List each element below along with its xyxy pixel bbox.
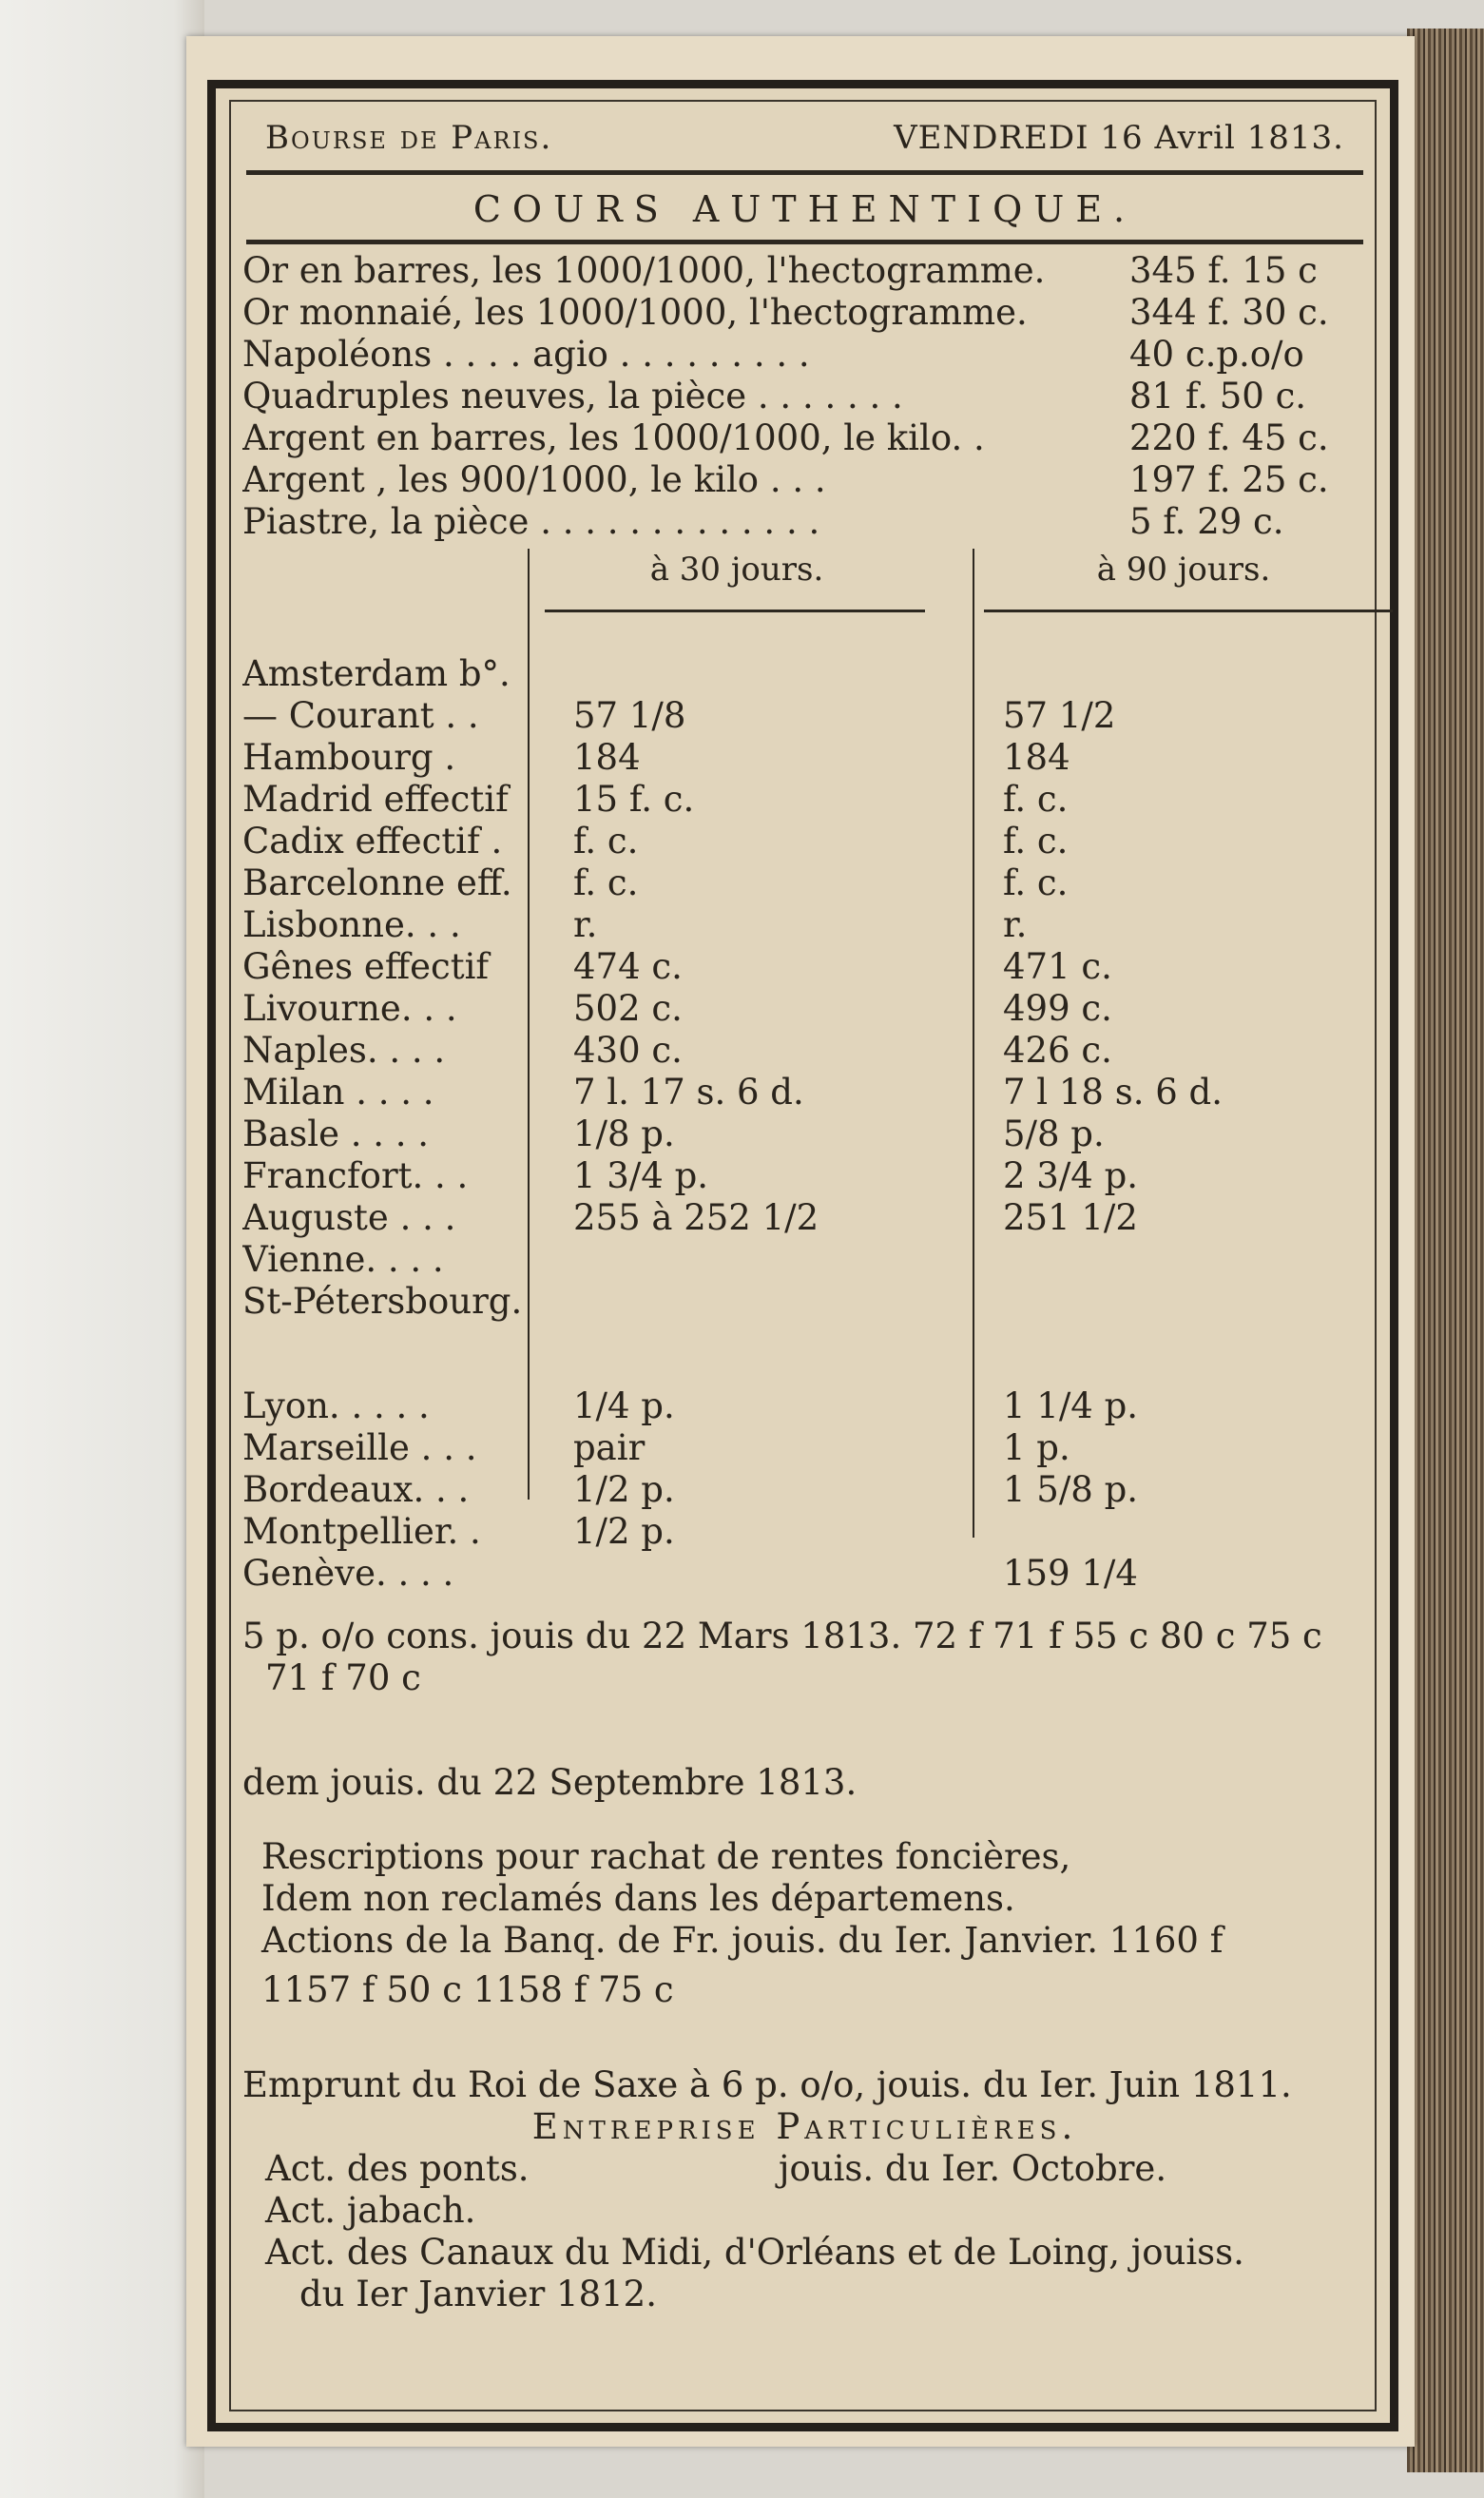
table-row: Francfort. . . 1 3/4 p. 2 3/4 p.	[242, 1155, 1139, 1196]
column-header-90-days: à 90 jours.	[1096, 551, 1271, 589]
exchange-table	[242, 549, 1367, 1612]
metals-section	[242, 250, 1367, 543]
section-heading: Entreprise Particulières.	[531, 2106, 1078, 2147]
metal-row: Quadruples neuves, la pièce . . . . . . . 81 f. 50 c.	[242, 376, 1307, 416]
page-sheet	[186, 36, 1415, 2447]
table-row: Gênes effectif 474 c. 471 c.	[242, 946, 1112, 987]
act-line: du Ier Janvier 1812.	[299, 2274, 657, 2314]
header-date: VENDREDI 16 Avril 1813.	[894, 119, 1344, 157]
metal-row: Or monnaié, les 1000/1000, l'hectogramme. 344 f. 30 c.	[242, 292, 1329, 333]
table-row: St-Pétersbourg.	[242, 1281, 523, 1322]
page-content	[242, 109, 1367, 2402]
table-row: Cadix effectif . f. c. f. c.	[242, 821, 1069, 862]
table-row: Lyon. . . . . 1/4 p. 1 1/4 p.	[242, 1385, 1139, 1426]
metal-row: Piastre, la pièce . . . . . . . . . . . . . 5 f. 29 c.	[242, 501, 1284, 542]
header-underline	[545, 610, 925, 612]
table-row: Genève. . . . 159 1/4	[242, 1553, 1138, 1594]
act-line: Act. des Canaux du Midi, d'Orléans et de Loing, jouiss.	[265, 2232, 1244, 2273]
table-row: Livourne. . . 502 c. 499 c.	[242, 988, 1112, 1029]
table-row: Barcelonne eff. f. c. f. c.	[242, 862, 1069, 903]
table-row: Auguste . . . 255 à 252 1/2 251 1/2	[242, 1197, 1138, 1238]
emprunt-section	[242, 2064, 1367, 2315]
table-row: Vienne. . . .	[242, 1239, 444, 1280]
rentes-section	[242, 1616, 1367, 1804]
page-header	[242, 109, 1367, 165]
metal-row: Or en barres, les 1000/1000, l'hectogramme. 345 f. 15 c	[242, 250, 1318, 291]
header-left: Bourse de Paris.	[265, 119, 553, 157]
header-underline	[984, 610, 1393, 612]
table-row: Hambourg . 184 184	[242, 737, 1070, 778]
table-row: Amsterdam b°.	[242, 653, 511, 694]
book-page-edges	[1407, 29, 1484, 2472]
left-facing-page	[0, 0, 204, 2498]
page-frame	[207, 80, 1398, 2431]
emprunt-line: Emprunt du Roi de Saxe à 6 p. o/o, jouis. du Ier. Juin 1811.	[242, 2064, 1292, 2105]
table-row: Milan . . . . 7 l. 17 s. 6 d. 7 l 18 s. 6 d.	[242, 1072, 1223, 1113]
metal-row: Argent , les 900/1000, le kilo . . . 197 f. 25 c.	[242, 459, 1329, 500]
misc-section	[242, 1836, 1367, 2011]
table-row: Madrid effectif 15 f. c. f. c.	[242, 779, 1069, 820]
rentes-line: 71 f 70 c	[265, 1657, 421, 1698]
metal-row: Napoléons . . . . agio . . . . . . . . . 40 c.p.o/o	[242, 334, 1304, 375]
act-row: Act. des ponts. jouis. du Ier. Octobre.	[265, 2148, 1167, 2189]
page-title: COURS AUTHENTIQUE.	[472, 188, 1137, 230]
table-row: Bordeaux. . . 1/2 p. 1 5/8 p.	[242, 1469, 1139, 1510]
rentes-line: 5 p. o/o cons. jouis du 22 Mars 1813. 72 f 71 f 55 c 80 c 75 c	[242, 1616, 1322, 1656]
rentes-line: dem jouis. du 22 Septembre 1813.	[242, 1762, 858, 1803]
misc-line: 1157 f 50 c 1158 f 75 c	[261, 1969, 674, 2010]
divider	[246, 240, 1363, 244]
act-line: Act. jabach.	[265, 2190, 476, 2231]
table-row: Lisbonne. . . r. r.	[242, 904, 1028, 945]
table-row: — Courant . . 57 1/8 57 1/2	[242, 695, 1116, 736]
table-row: Basle . . . . 1/8 p. 5/8 p.	[242, 1113, 1105, 1154]
misc-line: Actions de la Banq. de Fr. jouis. du Ier. Janvier. 1160 f	[261, 1920, 1224, 1961]
metal-row: Argent en barres, les 1000/1000, le kilo. . 220 f. 45 c.	[242, 417, 1329, 458]
divider	[246, 170, 1363, 175]
misc-line: Rescriptions pour rachat de rentes foncières,	[261, 1836, 1071, 1877]
table-row: Naples. . . . 430 c. 426 c.	[242, 1030, 1112, 1071]
table-row: Marseille . . . pair 1 p.	[242, 1427, 1070, 1468]
table-row: Montpellier. . 1/2 p.	[242, 1511, 675, 1552]
column-header-30-days: à 30 jours.	[649, 551, 824, 589]
misc-line: Idem non reclamés dans les départemens.	[261, 1878, 1015, 1919]
